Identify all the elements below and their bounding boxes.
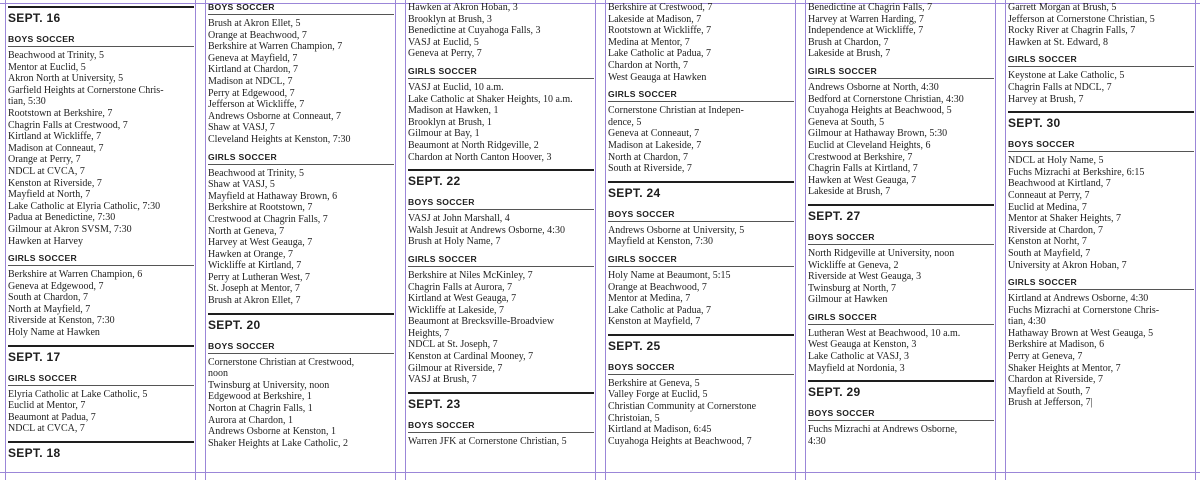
- game-line: Garfield Heights at Cornerstone Chris-: [8, 84, 164, 96]
- game-line: Berkshire at Geneva, 5: [608, 377, 700, 389]
- game-line: Twinsburg at University, noon: [208, 379, 330, 391]
- game-line: Mentor at Medina, 7: [608, 293, 691, 305]
- game-line: Fuchs Mizrachi at Andrews Osborne,: [808, 424, 958, 436]
- layout-guide-col5-left: [805, 0, 806, 480]
- game-list: [808, 248, 994, 306]
- game-line: West Geauga at Hawken: [608, 71, 707, 83]
- game-line: Cleveland Heights at Kenston, 7:30: [208, 133, 351, 145]
- game-line: Kirtland at Wickliffe, 7: [8, 131, 102, 143]
- game-line: Lake Catholic at Padua, 7: [608, 48, 712, 60]
- game-line: Shaker Heights at Lake Catholic, 2: [208, 437, 348, 449]
- game-line: Brush at Chardon, 7: [808, 36, 889, 48]
- game-line: Beachwood at Kirtland, 7: [1008, 178, 1111, 190]
- date-heading: SEPT. 24: [608, 181, 794, 200]
- game-line: Riverside at West Geauga, 3: [808, 271, 922, 283]
- sport-subheading: BOYS SOCCER: [408, 197, 594, 210]
- sport-subheading: BOYS SOCCER: [1008, 139, 1194, 152]
- game-line: Mayfield at Hathaway Brown, 6: [208, 190, 338, 202]
- game-line: Fuchs Mizrachi at Cornerstone Chris-: [1008, 304, 1160, 316]
- game-line: Shaw at VASJ, 5: [208, 179, 275, 191]
- game-line: 4:30: [808, 435, 826, 447]
- game-line: Harvey at West Geauga, 7: [208, 237, 313, 249]
- game-line: Lake Catholic at Shaker Heights, 10 a.m.: [408, 93, 573, 105]
- game-line: Kenston at Norht, 7: [1008, 236, 1087, 248]
- game-line: Bedford at Cornerstone Christian, 4:30: [808, 93, 964, 105]
- game-list: [208, 357, 394, 450]
- game-line: Elyria Catholic at Lake Catholic, 5: [8, 388, 148, 400]
- game-line: Edgewood at Berkshire, 1: [208, 391, 312, 403]
- game-line: Mayfield at Kenston, 7:30: [608, 236, 713, 248]
- game-list: [608, 270, 794, 328]
- sport-subheading: GIRLS SOCCER: [608, 254, 794, 267]
- game-line: Brush at Jefferson, 7|: [1008, 397, 1093, 409]
- game-line: North at Geneva, 7: [208, 225, 285, 237]
- game-line: Brooklyn at Brush, 1: [408, 116, 492, 128]
- game-line: Berkshire at Warren Champion, 6: [8, 269, 143, 281]
- game-line: Berkshire at Crestwood, 7: [608, 2, 713, 13]
- game-line: Chagrin Falls at NDCL, 7: [1008, 81, 1112, 93]
- game-line: Beaumont at North Ridgeville, 2: [408, 139, 539, 151]
- game-line: Garrett Morgan at Brush, 5: [1008, 2, 1117, 13]
- game-line: Rootstown at Wickliffe, 7: [608, 25, 712, 37]
- game-line: Chagrin Falls at Crestwood, 7: [8, 119, 128, 131]
- sport-subheading: BOYS SOCCER: [208, 2, 394, 15]
- game-line: Crestwood at Berkshire, 7: [808, 151, 913, 163]
- game-line: Beaumont at Padua, 7: [8, 411, 96, 423]
- game-line: Chardon at Riverside, 7: [1008, 374, 1103, 386]
- game-line: NDCL at CVCA, 7: [8, 165, 85, 177]
- schedule-column-3: [408, 2, 594, 480]
- game-line: Chagrin Falls at Aurora, 7: [408, 281, 513, 293]
- game-line: Crestwood at Chagrin Falls, 7: [208, 213, 328, 225]
- game-line: Andrews Osborne at University, 5: [608, 224, 745, 236]
- game-line: Lakeside at Brush, 7: [808, 186, 891, 198]
- game-line: Mayfield at Nordonia, 3: [808, 362, 905, 374]
- game-line: Hawken at West Geauga, 7: [808, 174, 917, 186]
- game-line: Brush at Holy Name, 7: [408, 236, 501, 248]
- game-line: VASJ at Brush, 7: [408, 374, 477, 386]
- sport-subheading: GIRLS SOCCER: [1008, 277, 1194, 290]
- layout-guide-right: [1195, 0, 1196, 480]
- game-list: [408, 436, 594, 448]
- game-line: Rocky River at Chagrin Falls, 7: [1008, 25, 1136, 37]
- game-line: Heights, 7: [408, 327, 450, 339]
- sport-subheading: BOYS SOCCER: [8, 34, 194, 47]
- game-list: [608, 225, 794, 248]
- game-line: Chardon at North, 7: [608, 59, 688, 71]
- game-line: Euclid at Mentor, 7: [8, 400, 86, 412]
- game-line: Madison at Conneaut, 7: [8, 142, 104, 154]
- date-heading: SEPT. 18: [8, 441, 194, 460]
- schedule-column-2: [208, 2, 394, 480]
- date-heading: SEPT. 30: [1008, 111, 1194, 130]
- game-line: Madison at Lakeside, 7: [608, 139, 702, 151]
- game-line: Berkshire at Rootstown, 7: [208, 202, 313, 214]
- game-line: Christian Community at Cornerstone: [608, 401, 757, 413]
- game-line: Mayfield at South, 7: [1008, 385, 1091, 397]
- game-line: Brush at Akron Ellet, 5: [208, 18, 301, 29]
- sport-subheading: GIRLS SOCCER: [808, 66, 994, 79]
- date-heading: SEPT. 27: [808, 204, 994, 223]
- game-line: Perry at Lutheran West, 7: [208, 271, 311, 283]
- game-line: Lakeside at Brush, 7: [808, 48, 891, 60]
- game-line: Gilmour at Akron SVSM, 7:30: [8, 223, 132, 235]
- game-line: Kirtland at Andrews Osborne, 4:30: [1008, 293, 1149, 305]
- sport-subheading: BOYS SOCCER: [408, 420, 594, 433]
- game-line: Gilmour at Riverside, 7: [408, 362, 503, 374]
- game-list: [1008, 2, 1194, 48]
- game-line: Chardon at North Canton Hoover, 3: [408, 151, 552, 163]
- game-line: Hawken at Harvey: [8, 235, 83, 247]
- game-line: noon: [208, 368, 228, 380]
- game-line: Christoian, 5: [608, 412, 660, 424]
- game-line: University at Akron Hoban, 7: [1008, 259, 1127, 271]
- game-line: Andrews Osborne at Kenston, 1: [208, 426, 337, 438]
- game-line: Mayfield at North, 7: [8, 189, 91, 201]
- game-line: Harvey at Brush, 7: [1008, 93, 1084, 105]
- sport-subheading: GIRLS SOCCER: [8, 373, 194, 386]
- game-line: Riverside at Chardon, 7: [1008, 224, 1103, 236]
- game-line: Padua at Benedictine, 7:30: [8, 212, 116, 224]
- game-line: Geneva at Edgewood, 7: [8, 280, 104, 292]
- layout-guide-col3-right: [595, 0, 596, 480]
- game-line: tian, 5:30: [8, 96, 46, 108]
- game-line: Chagrin Falls at Kirtland, 7: [808, 163, 918, 175]
- game-list: [1008, 155, 1194, 271]
- game-line: Lutheran West at Beachwood, 10 a.m.: [808, 327, 961, 339]
- game-line: Cuyahoga Heights at Beachwood, 5: [808, 105, 952, 117]
- game-line: Independence at Wickliffe, 7: [808, 25, 924, 37]
- game-line: Jefferson at Cornerstone Christian, 5: [1008, 13, 1155, 25]
- game-line: Lake Catholic at Padua, 7: [608, 304, 712, 316]
- game-line: Hawken at Orange, 7: [208, 248, 293, 260]
- game-list: [408, 270, 594, 386]
- sport-subheading: GIRLS SOCCER: [408, 66, 594, 79]
- game-line: North Ridgeville at University, noon: [808, 247, 955, 259]
- game-list: [608, 2, 794, 83]
- game-list: [608, 105, 794, 175]
- game-line: Jefferson at Wickliffe, 7: [208, 99, 305, 111]
- game-line: Hathaway Brown at West Geauga, 5: [1008, 327, 1154, 339]
- game-line: Gilmour at Hawken: [808, 294, 888, 306]
- schedule-column-6: [1008, 2, 1194, 480]
- game-line: Hawken at Akron Hoban, 3: [408, 2, 518, 13]
- game-line: Geneva at South, 5: [808, 116, 885, 128]
- game-list: [1008, 70, 1194, 105]
- game-line: NDCL at St. Joseph, 7: [408, 339, 498, 351]
- game-line: Wickliffe at Kirtland, 7: [208, 260, 302, 272]
- game-line: dence, 5: [608, 116, 642, 128]
- game-list: [808, 328, 994, 374]
- game-line: North at Mayfield, 7: [8, 303, 91, 315]
- game-line: Mentor at Euclid, 5: [8, 61, 86, 73]
- sport-subheading: GIRLS SOCCER: [608, 89, 794, 102]
- game-line: Orange at Perry, 7: [8, 154, 81, 166]
- layout-guide-col1-right: [195, 0, 196, 480]
- game-line: Beachwood at Trinity, 5: [208, 167, 305, 179]
- sport-subheading: GIRLS SOCCER: [1008, 54, 1194, 67]
- game-line: Holy Name at Beaumont, 5:15: [608, 269, 731, 281]
- game-line: Berkshire at Niles McKinley, 7: [408, 269, 533, 281]
- game-line: Andrews Osborne at Conneaut, 7: [208, 110, 342, 122]
- game-line: Shaker Heights at Mentor, 7: [1008, 362, 1121, 374]
- layout-guide-col2-right: [395, 0, 396, 480]
- game-line: Conneaut at Perry, 7: [1008, 189, 1090, 201]
- sport-subheading: GIRLS SOCCER: [408, 254, 594, 267]
- layout-guide-col4-left: [605, 0, 606, 480]
- game-line: Shaw at VASJ, 7: [208, 122, 275, 134]
- game-line: Fuchs Mizrachi at Berkshire, 6:15: [1008, 166, 1145, 178]
- game-line: Euclid at Medina, 7: [1008, 201, 1087, 213]
- game-list: [808, 424, 994, 447]
- sport-subheading: BOYS SOCCER: [808, 408, 994, 421]
- layout-guide-col6-left: [1005, 0, 1006, 480]
- game-line: Benedictine at Chagrin Falls, 7: [808, 2, 933, 13]
- game-line: South at Chardon, 7: [8, 292, 88, 304]
- game-line: Walsh Jesuit at Andrews Osborne, 4:30: [408, 224, 565, 236]
- sport-subheading: BOYS SOCCER: [808, 232, 994, 245]
- game-line: Brush at Akron Ellet, 7: [208, 295, 301, 307]
- game-line: Gilmour at Bay, 1: [408, 128, 480, 140]
- game-list: [208, 168, 394, 307]
- game-line: Geneva at Perry, 7: [408, 48, 482, 60]
- sport-subheading: BOYS SOCCER: [608, 362, 794, 375]
- date-heading: SEPT. 29: [808, 380, 994, 399]
- game-line: Kirtland at Madison, 6:45: [608, 424, 712, 436]
- game-line: Rootstown at Berkshire, 7: [8, 107, 113, 119]
- game-line: Valley Forge at Euclid, 5: [608, 389, 708, 401]
- game-line: VASJ at Euclid, 10 a.m.: [408, 81, 504, 93]
- game-line: Kenston at Cardinal Mooney, 7: [408, 351, 534, 363]
- game-line: Orange at Beachwood, 7: [208, 29, 307, 41]
- game-line: St. Joseph at Mentor, 7: [208, 283, 300, 295]
- game-line: Kirtland at West Geauga, 7: [408, 293, 517, 305]
- game-list: [808, 2, 994, 60]
- layout-guide-left: [5, 0, 6, 480]
- layout-guide-col3-left: [405, 0, 406, 480]
- game-line: Wickliffe at Geneva, 2: [808, 259, 899, 271]
- schedule-column-4: [608, 2, 794, 480]
- game-line: Riverside at Kenston, 7:30: [8, 315, 115, 327]
- game-line: South at Mayfield, 7: [1008, 247, 1091, 259]
- sport-subheading: GIRLS SOCCER: [208, 152, 394, 165]
- game-line: Madison at Hawken, 1: [408, 105, 499, 117]
- game-line: Euclid at Cleveland Heights, 6: [808, 139, 931, 151]
- game-line: Andrews Osborne at North, 4:30: [808, 81, 939, 93]
- date-heading: SEPT. 22: [408, 169, 594, 188]
- date-heading: SEPT. 16: [8, 6, 194, 25]
- game-line: Lake Catholic at Elyria Catholic, 7:30: [8, 200, 161, 212]
- game-line: Harvey at Warren Harding, 7: [808, 13, 924, 25]
- date-heading: SEPT. 23: [408, 392, 594, 411]
- game-list: [608, 378, 794, 448]
- game-list: [8, 269, 194, 339]
- game-line: Berkshire at Madison, 6: [1008, 339, 1105, 351]
- sport-subheading: GIRLS SOCCER: [808, 312, 994, 325]
- game-list: [408, 2, 594, 60]
- game-line: Twinsburg at North, 7: [808, 282, 896, 294]
- layout-guide-col2-left: [205, 0, 206, 480]
- game-line: South at Riverside, 7: [608, 163, 692, 175]
- sport-subheading: BOYS SOCCER: [208, 341, 394, 354]
- game-line: Lake Catholic at VASJ, 3: [808, 351, 910, 363]
- game-line: Gilmour at Hathaway Brown, 5:30: [808, 128, 948, 140]
- game-line: Wickliffe at Lakeside, 7: [408, 304, 505, 316]
- date-heading: SEPT. 20: [208, 313, 394, 332]
- game-line: Cornerstone Christian at Crestwood,: [208, 356, 355, 368]
- game-line: Cornerstone Christian at Indepen-: [608, 105, 744, 117]
- game-line: tian, 4:30: [1008, 316, 1046, 328]
- date-heading: SEPT. 25: [608, 334, 794, 353]
- game-line: Orange at Beachwood, 7: [608, 281, 707, 293]
- game-line: VASJ at Euclid, 5: [408, 36, 479, 48]
- game-line: Akron North at University, 5: [8, 73, 124, 85]
- game-list: [1008, 293, 1194, 409]
- schedule-column-5: [808, 2, 994, 480]
- game-line: Berkshire at Warren Champion, 7: [208, 41, 343, 53]
- game-line: Warren JFK at Cornerstone Christian, 5: [408, 435, 567, 447]
- game-line: Geneva at Mayfield, 7: [208, 52, 298, 64]
- game-line: NDCL at Holy Name, 5: [1008, 155, 1104, 167]
- game-line: Hawken at St. Edward, 8: [1008, 36, 1108, 48]
- game-line: Beaumont at Brecksville-Broadview: [408, 316, 555, 328]
- game-list: [8, 389, 194, 435]
- game-line: Aurora at Chardon, 1: [208, 414, 293, 426]
- sport-subheading: BOYS SOCCER: [608, 209, 794, 222]
- game-line: Mentor at Shaker Heights, 7: [1008, 213, 1122, 225]
- layout-guide-col5-right: [995, 0, 996, 480]
- game-line: Geneva at Conneaut, 7: [608, 128, 700, 140]
- game-line: Perry at Geneva, 7: [1008, 351, 1083, 363]
- game-line: Benedictine at Cuyahoga Falls, 3: [408, 25, 541, 37]
- game-line: Kenston at Riverside, 7: [8, 177, 102, 189]
- game-line: Kenston at Mayfield, 7: [608, 316, 701, 328]
- layout-guide-col4-right: [795, 0, 796, 480]
- game-line: Lakeside at Madison, 7: [608, 13, 702, 25]
- sport-subheading: GIRLS SOCCER: [8, 253, 194, 266]
- game-line: Medina at Mentor, 7: [608, 36, 690, 48]
- game-list: [208, 18, 394, 146]
- date-heading: SEPT. 17: [8, 345, 194, 364]
- game-line: West Geauga at Kenston, 3: [808, 339, 917, 351]
- game-list: [408, 213, 594, 248]
- game-list: [808, 82, 994, 198]
- game-line: Perry at Edgewood, 7: [208, 87, 295, 99]
- game-line: Norton at Chagrin Falls, 1: [208, 403, 313, 415]
- game-line: Madison at NDCL, 7: [208, 75, 293, 87]
- game-line: Brooklyn at Brush, 3: [408, 13, 492, 25]
- game-line: Holy Name at Hawken: [8, 327, 100, 339]
- game-line: NDCL at CVCA, 7: [8, 423, 85, 435]
- schedule-column-1: [8, 6, 194, 480]
- game-line: VASJ at John Marshall, 4: [408, 213, 510, 225]
- game-list: [408, 82, 594, 163]
- game-line: Kirtland at Chardon, 7: [208, 64, 298, 76]
- game-list: [8, 50, 194, 247]
- game-line: Beachwood at Trinity, 5: [8, 50, 105, 61]
- game-line: Cuyahoga Heights at Beachwood, 7: [608, 435, 752, 447]
- game-line: North at Chardon, 7: [608, 151, 688, 163]
- game-line: Keystone at Lake Catholic, 5: [1008, 70, 1125, 82]
